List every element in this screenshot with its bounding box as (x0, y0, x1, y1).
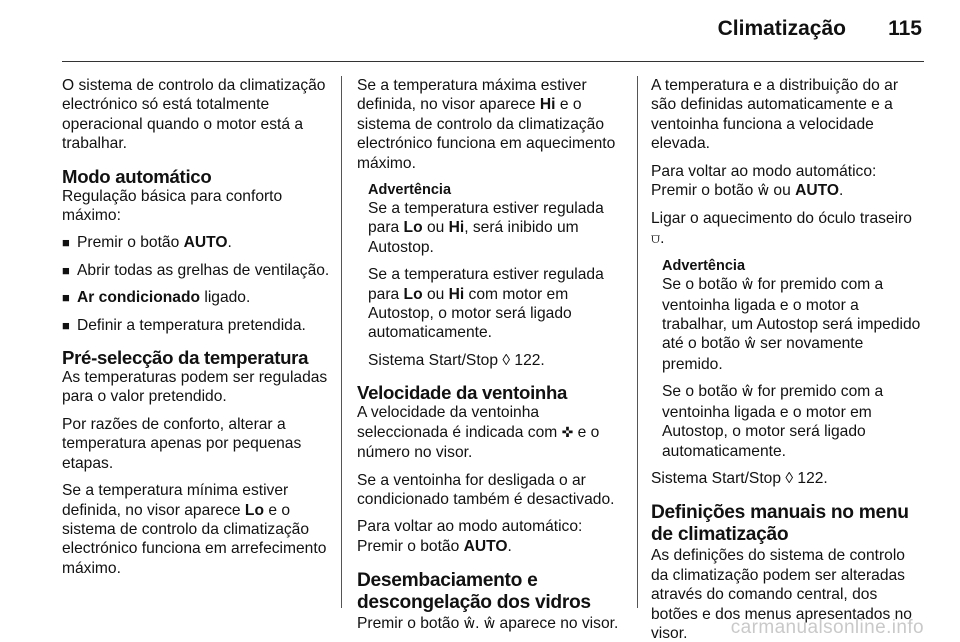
intro-paragraph: O sistema de controlo da climatização electrónico só está totalmente operacional quando o motor está a trabalhar. (62, 77, 326, 153)
column-2 (357, 76, 625, 642)
page-header (62, 0, 924, 62)
paragraph: As temperaturas podem ser reguladas para o valor pretendido. (62, 369, 328, 406)
rear-window-heating-icon: ⩌ (651, 230, 661, 247)
auto-intro: Regulação básica para conforto máximo: (62, 187, 283, 225)
fan-icon: ✜ (561, 424, 574, 441)
windscreen-defrost-icon: ŵ (741, 384, 754, 401)
key-label: Hi (539, 96, 556, 114)
paragraph: Para voltar ao modo automático: Premir o botão AUTO. (357, 518, 583, 555)
column-3 (651, 76, 926, 642)
paragraph: Se a temperatura mínima estiver definida, no visor aparece Lo e o sistema de controlo da climatização electrónico funciona em arrefecimento máximo. (62, 482, 327, 577)
heading-manual-settings: Definições manuais no menu de climatização (651, 502, 909, 546)
key-label: AUTO (183, 234, 228, 252)
paragraph: Se a temperatura estiver regulada para Lo ou Hi com motor em Autostop, o motor será ligado automaticamente. (368, 266, 604, 342)
bullet: ■ (62, 235, 70, 251)
heading-temperature-preselection: Pré-selecção da temperatura (62, 347, 309, 369)
key-label: Lo (244, 501, 264, 519)
bullet: ■ (62, 317, 70, 333)
windscreen-defrost-icon: ŵ (757, 183, 770, 200)
list-item: ■ Ar condicionado ligado. (62, 289, 251, 307)
paragraph: Se a ventoinha for desligada o ar condicionado também é desactivado. (357, 471, 615, 508)
windscreen-defrost-icon: ŵ (741, 277, 754, 294)
note-block (357, 181, 625, 370)
cross-reference: Sistema Start/Stop ◊ 122. (368, 351, 545, 369)
paragraph: Para voltar ao modo automático: Premir o botão ŵ ou AUTO. (651, 162, 877, 200)
key-label: Ar condicionado (77, 289, 201, 307)
column-divider (341, 76, 342, 608)
paragraph: Se a temperatura estiver regulada para Lo ou Hi, será inibido um Autostop. (368, 200, 604, 256)
heading-auto-mode: Modo automático (62, 165, 212, 187)
auto-steps-list (62, 233, 330, 335)
paragraph: Se o botão ŵ for premido com a ventoinha ligada e o motor a trabalhar, um Autostop será impedido até o botão ŵ ser novamente premido. (662, 276, 921, 373)
list-item: ■ Definir a temperatura pretendida. (62, 316, 306, 334)
paragraph: Ligar o aquecimento do óculo traseiro ⩌. (651, 210, 912, 247)
bullet: ■ (62, 290, 70, 306)
windscreen-defrost-icon: ŵ (463, 616, 476, 633)
paragraph: Por razões de conforto, alterar a temperatura apenas por pequenas etapas. (62, 415, 302, 472)
column-1 (62, 76, 330, 586)
heading-fan-speed: Velocidade da ventoinha (357, 382, 568, 404)
arrow-icon: ◊ (502, 351, 511, 369)
column-divider (637, 76, 638, 608)
page-title: Climatização (717, 17, 846, 40)
list-item: ■ Abrir todas as grelhas de ventilação. (62, 261, 330, 279)
list-item: ■ Premir o botão AUTO. (62, 234, 232, 252)
watermark: carmanualsonline.info (730, 617, 924, 638)
note-title: Advertência (662, 258, 746, 275)
bullet: ■ (62, 262, 70, 278)
paragraph: Se a temperatura máxima estiver definida, no visor aparece Hi e o sistema de controlo da climatização electrónico funciona em aquecimento máximo. (357, 77, 616, 172)
windscreen-defrost-icon: ŵ (744, 336, 756, 353)
paragraph: A temperatura e a distribuição do ar são definidas automaticamente e a ventoinha funciona a velocidade elevada. (651, 77, 899, 153)
arrow-icon: ◊ (785, 469, 794, 487)
note-block (651, 257, 926, 461)
key-label: AUTO (795, 182, 839, 200)
paragraph: A velocidade da ventoinha seleccionada é indicada com ✜ e o número no visor. (357, 404, 600, 462)
page-number: 115 (888, 17, 922, 40)
note-title: Advertência (368, 182, 452, 199)
key-label: AUTO (463, 537, 508, 555)
windscreen-defrost-icon: ŵ (483, 616, 496, 633)
paragraph: As definições do sistema de controlo da climatização podem ser alteradas através do comando central, dos botões e dos menus apresentados no visor. (651, 547, 912, 642)
cross-reference: Sistema Start/Stop ◊ 122. (651, 469, 828, 487)
paragraph: Se o botão ŵ for premido com a ventoinha ligada e o motor em Autostop, o motor será ligado automaticamente. (662, 383, 884, 460)
heading-defrost: Desembaciamento e descongelação dos vidros (357, 570, 591, 614)
paragraph: Premir o botão ŵ. ŵ aparece no visor. (357, 615, 619, 633)
